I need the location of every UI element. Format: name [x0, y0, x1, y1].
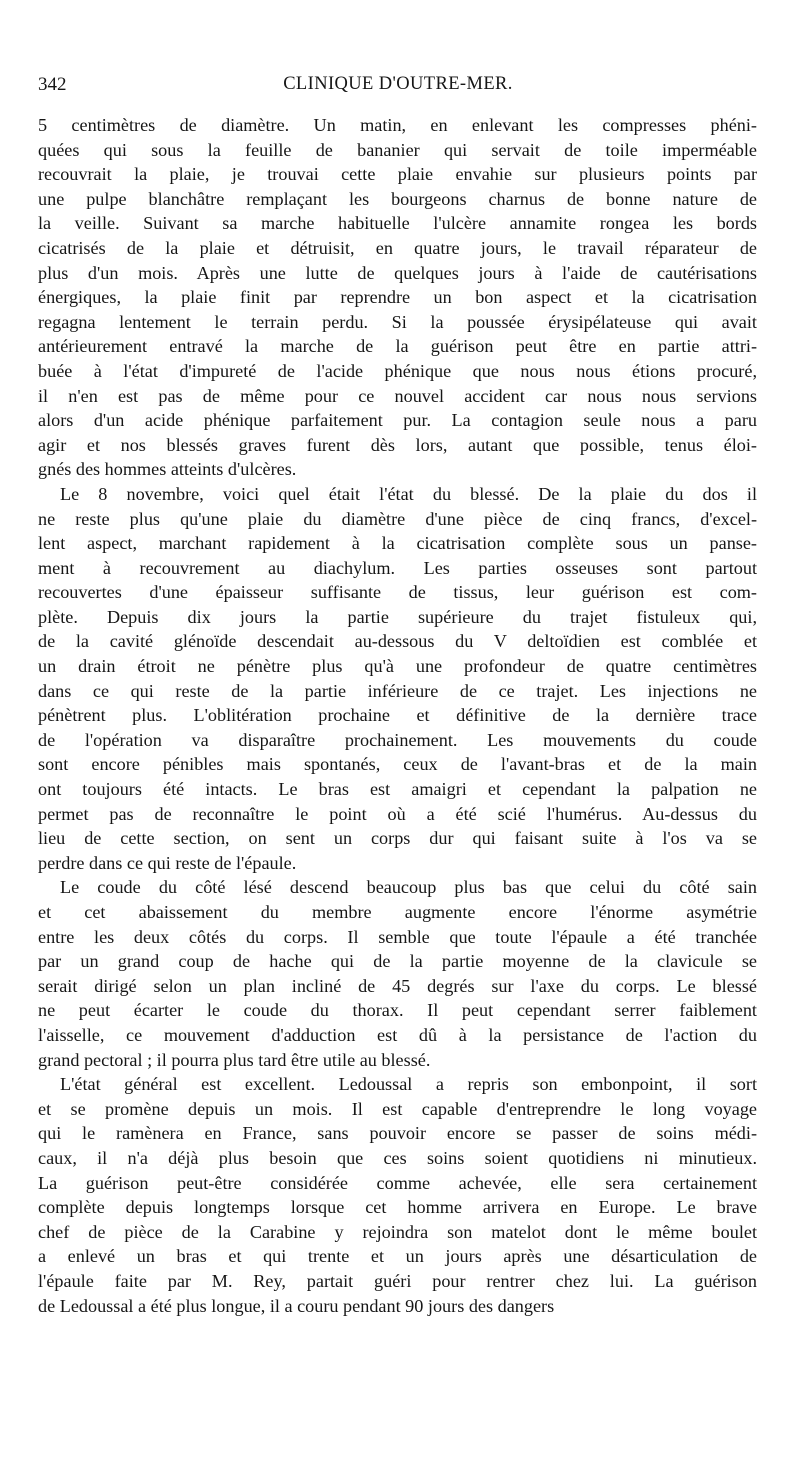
text-line: perdre dans ce qui reste de l'épaule.: [38, 852, 297, 873]
text-line: énergiques, la plaie finit par reprendre un bon aspect et la cicatrisation: [38, 287, 757, 308]
text-line: cicatrisés de la plaie et détruisit, en quatre jours, le travail réparateur de: [38, 237, 757, 258]
text-line: de l'opération va disparaître prochainement. Les mouvements du coude: [38, 729, 757, 750]
text-line: buée à l'état d'impureté de l'acide phénique que nous nous étions procuré,: [38, 360, 757, 381]
text-line: ne reste plus qu'une plaie du diamètre d'une pièce de cinq francs, d'excel-: [38, 508, 757, 529]
text-line: et se promène depuis un mois. Il est capable d'entreprendre le long voyage: [38, 1098, 757, 1119]
text-line: de Ledoussal a été plus longue, il a couru pendant 90 jours des dangers: [38, 1295, 555, 1316]
text-line: complète depuis longtemps lorsque cet homme arrivera en Europe. Le brave: [38, 1197, 757, 1218]
text-line: ment à recouvrement au diachylum. Les parties osseuses sont partout: [38, 557, 757, 578]
running-title: CLINIQUE D'OUTRE-MER.: [283, 74, 513, 94]
text-line: lent aspect, marchant rapidement à la cicatrisation complète sous un panse-: [38, 533, 757, 554]
text-line: Le 8 novembre, voici quel était l'état du blessé. De la plaie du dos il: [60, 483, 757, 504]
text-line: recouvrait la plaie, je trouvai cette plaie envahie sur plusieurs points par: [38, 164, 757, 185]
text-line: de la cavité glénoïde descendait au-dessous du V deltoïdien est comblée et: [38, 631, 757, 652]
text-line: L'état général est excellent. Ledoussal a repris son embonpoint, il sort: [60, 1074, 757, 1095]
text-line: serait dirigé selon un plan incliné de 45 degrés sur l'axe du corps. Le blessé: [38, 975, 757, 996]
paragraph: [38, 113, 757, 482]
text-line: un drain étroit ne pénètre plus qu'à une profondeur de quatre centimètres: [38, 656, 757, 677]
text-line: une pulpe blanchâtre remplaçant les bourgeons charnus de bonne nature de: [38, 188, 757, 209]
text-line: pénètrent plus. L'oblitération prochaine et définitive de la dernière trace: [38, 705, 757, 726]
text-line: sont encore pénibles mais spontanés, ceux de l'avant-bras et de la main: [38, 754, 757, 775]
text-line: antérieurement entravé la marche de la guérison peut être en partie attri-: [38, 336, 757, 357]
text-line: chef de pièce de la Carabine y rejoindra son matelot dont le même boulet: [38, 1221, 757, 1242]
paragraph: [38, 1072, 757, 1318]
body-text: [38, 113, 757, 1318]
text-line: gnés des hommes atteints d'ulcères.: [38, 459, 297, 480]
text-line: et cet abaissement du membre augmente encore l'énorme asymétrie: [38, 902, 757, 922]
text-line: permet pas de reconnaître le point où a été scié l'humérus. Au-dessus du: [38, 803, 757, 824]
text-line: lieu de cette section, on sent un corps dur qui faisant suite à l'os va se: [38, 828, 757, 849]
text-line: la veille. Suivant sa marche habituelle l'ulcère annamite rongea les bords: [38, 213, 757, 234]
text-line: plète. Depuis dix jours la partie supérieure du trajet fistuleux qui,: [38, 606, 757, 627]
text-line: recouvertes d'une épaisseur suffisante de tissus, leur guérison est com-: [38, 582, 757, 603]
page-header: [38, 74, 758, 104]
text-line: dans ce qui reste de la partie inférieure de ce trajet. Les injections ne: [38, 680, 757, 701]
text-line: a enlevé un bras et qui trente et un jours après une désarticulation de: [38, 1246, 757, 1267]
text-line: agir et nos blessés graves furent dès lors, autant que possible, tenus éloi-: [38, 434, 757, 455]
text-line: Le coude du côté lésé descend beaucoup plus bas que celui du côté sain: [60, 877, 757, 898]
text-line: quées qui sous la feuille de bananier qui servait de toile imperméable: [38, 139, 757, 160]
text-line: l'aisselle, ce mouvement d'adduction est dû à la persistance de l'action du: [38, 1024, 757, 1045]
text-line: grand pectoral ; il pourra plus tard être utile au blessé.: [38, 1049, 431, 1070]
text-line: entre les deux côtés du corps. Il semble que toute l'épaule a été tranchée: [38, 926, 757, 947]
text-line: ont toujours été intacts. Le bras est amaigri et cependant la palpation ne: [38, 779, 757, 800]
text-line: il n'en est pas de même pour ce nouvel accident car nous nous servions: [38, 385, 757, 406]
text-line: caux, il n'a déjà plus besoin que ces soins soient quotidiens ni minutieux.: [38, 1147, 757, 1168]
text-line: La guérison peut-être considérée comme achevée, elle sera certainement: [38, 1172, 757, 1193]
text-line: ne peut écarter le coude du thorax. Il peut cependant serrer faiblement: [38, 1000, 757, 1021]
page-number: 342: [38, 74, 67, 95]
text-line: 5 centimètres de diamètre. Un matin, en enlevant les compresses phéni-: [38, 115, 757, 135]
text-line: plus d'un mois. Après une lutte de quelques jours à l'aide de cautérisations: [38, 262, 757, 283]
text-line: par un grand coup de hache qui de la partie moyenne de la clavicule se: [38, 951, 757, 972]
paragraph: [38, 875, 757, 1072]
text-line: l'épaule faite par M. Rey, partait guéri pour rentrer chez lui. La guérison: [38, 1270, 757, 1291]
paragraph: [38, 482, 757, 876]
text-line: regagna lentement le terrain perdu. Si la poussée érysipélateuse qui avait: [38, 311, 757, 332]
text-line: qui le ramènera en France, sans pouvoir encore se passer de soins médi-: [38, 1123, 757, 1144]
text-line: alors d'un acide phénique parfaitement pur. La contagion seule nous a paru: [38, 410, 757, 431]
